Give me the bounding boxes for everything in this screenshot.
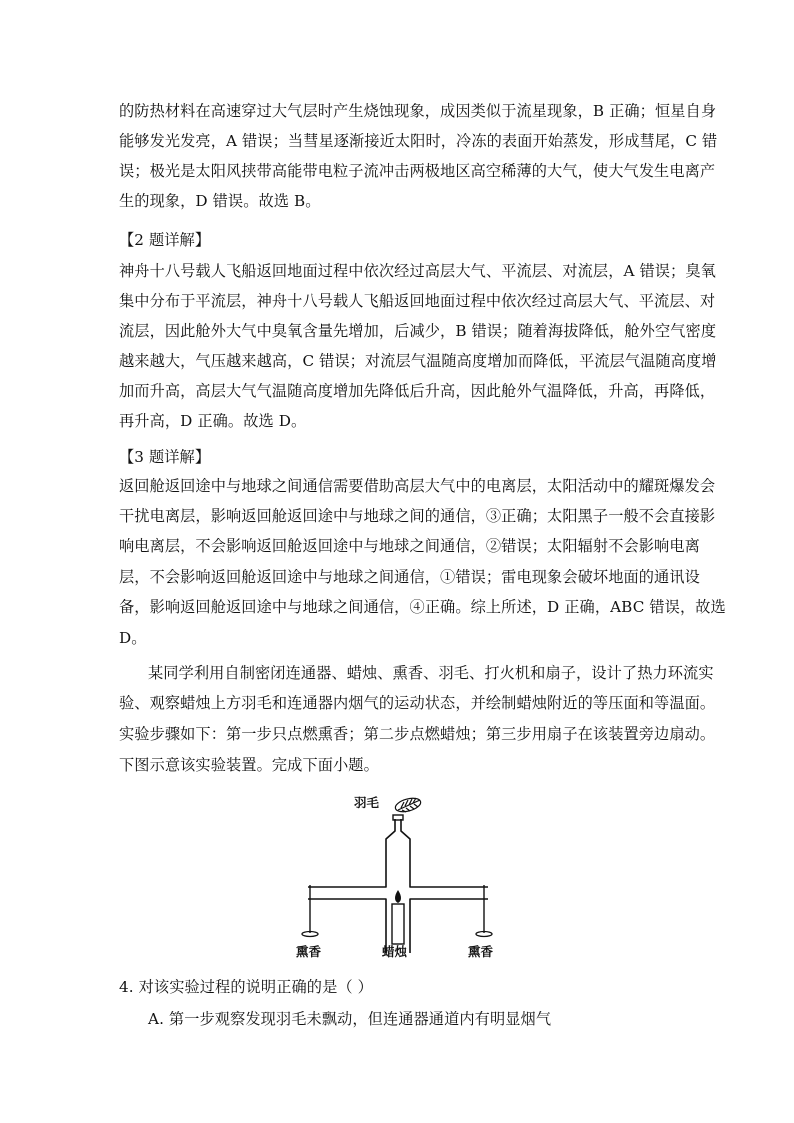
paragraph-3-line-2: 干扰电离层，影响返回舱返回途中与地球之间的通信，③正确；太阳黑子一般不会直接影	[119, 507, 716, 525]
intro-line-3: 实验步骤如下：第一步只点燃熏香；第二步点燃蜡烛；第三步用扇子在该装置旁边扇动。	[119, 725, 716, 743]
intro-line-1: 某同学利用自制密闭连通器、蜡烛、熏香、羽毛、打火机和扇子，设计了热力环流实	[148, 664, 714, 682]
question-4-option-a: A. 第一步观察发现羽毛未飘动，但连通器通道内有明显烟气	[148, 1010, 552, 1028]
experiment-figure	[298, 793, 498, 968]
feather-icon	[394, 796, 422, 814]
paragraph-3-line-1: 返回舱返回途中与地球之间通信需要借助高层大气中的电离层，太阳活动中的耀斑爆发会	[119, 477, 716, 495]
paragraph-3-line-4: 层，不会影响返回舱返回途中与地球之间通信，①错误；雷电现象会破坏地面的通讯设	[119, 568, 700, 586]
label-candle: 蜡烛	[382, 944, 408, 959]
question-4-stem: 4. 对该实验过程的说明正确的是（ ）	[119, 978, 373, 996]
heading-question-3: 【3 题详解】	[119, 448, 211, 466]
label-incense-left: 熏香	[296, 944, 322, 959]
paragraph-1-line-2: 能够发光发亮，A 错误；当彗星逐渐接近太阳时，冷冻的表面开始蒸发，形成彗尾，C 错	[119, 132, 718, 150]
paragraph-2-line-6: 再升高，D 正确。故选 D。	[119, 412, 307, 430]
heading-question-2: 【2 题详解】	[119, 231, 211, 249]
label-incense-right: 熏香	[468, 944, 494, 959]
paragraph-2-line-5: 加而升高，高层大气气温随高度增加先降低后升高，因此舱外气温降低，升高，再降低，	[119, 382, 716, 400]
paragraph-1-line-4: 生的现象，D 错误。故选 B。	[119, 192, 321, 210]
candle-flame-icon	[395, 890, 401, 903]
paragraph-2-line-3: 流层，因此舱外大气中臭氧含量先增加，后减少，B 错误；随着海拔降低，舱外空气密度	[119, 322, 717, 340]
paragraph-1-line-3: 误；极光是太阳风挟带高能带电粒子流冲击两极地区高空稀薄的大气，使大气发生电离产	[119, 162, 716, 180]
paragraph-3-line-3: 响电离层，不会影响返回舱返回途中与地球之间通信，②错误；太阳辐射不会影响电离	[119, 537, 700, 555]
candle-body	[392, 904, 404, 944]
intro-line-2: 验、观察蜡烛上方羽毛和连通器内烟气的运动状态，并绘制蜡烛附近的等压面和等温面。	[119, 694, 716, 712]
label-feather: 羽毛	[354, 795, 380, 810]
paragraph-3-line-5: 备，影响返回舱返回途中与地球之间通信，④正确。综上所述，D 正确，ABC 错误，故选	[119, 598, 726, 616]
connector-outline-top	[401, 819, 488, 887]
paragraph-2-line-4: 越来越大，气压越来越高，C 错误；对流层气温随高度增加而降低，平流层气温随高度增	[119, 352, 717, 370]
paragraph-2-line-1: 神舟十八号载人飞船返回地面过程中依次经过高层大气、平流层、对流层，A 错误；臭氧	[119, 262, 716, 280]
paragraph-2-line-2: 集中分布于平流层，神舟十八号载人飞船返回地面过程中依次经过高层大气、平流层、对	[119, 292, 716, 310]
paragraph-3-line-6: D。	[119, 629, 147, 647]
apparatus-diagram	[298, 793, 498, 968]
connector-outline-top-left	[308, 819, 395, 887]
intro-line-4: 下图示意该实验装置。完成下面小题。	[119, 756, 379, 774]
paragraph-1-line-1: 的防热材料在高速穿过大气层时产生烧蚀现象，成因类似于流星现象，B 正确；恒星自身	[119, 102, 717, 120]
